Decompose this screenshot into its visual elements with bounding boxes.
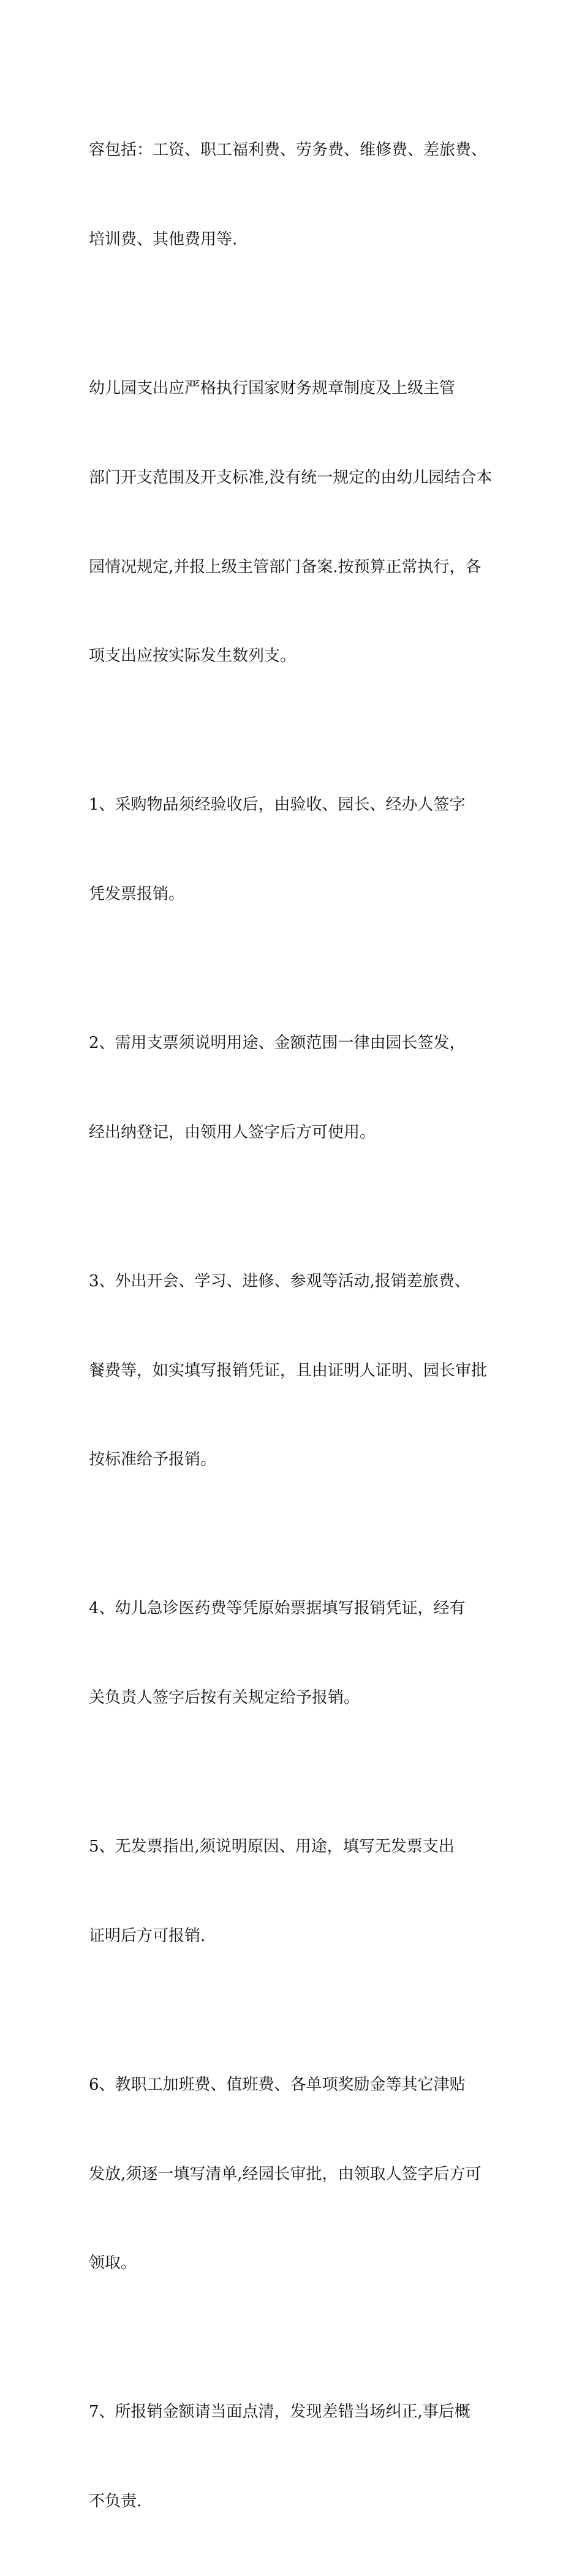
text-line: 领取。 [89, 2254, 137, 2273]
text-line: 5、无发票指出,须说明原因、用途，填写无发票支出 [89, 1837, 455, 1856]
text-line: 1、采购物品须经验收后，由验收、园长、经办人签字 [89, 796, 466, 815]
text-line: 2、需用支票须说明用途、金额范围一律由园长签发， [89, 1034, 466, 1052]
text-line: 按标准给予报销。 [89, 1450, 217, 1469]
text-line: 7、所报销金额请当面点清，发现差错当场纠正,事后概 [89, 2403, 471, 2422]
paragraph-expense-contents [89, 76, 496, 314]
paragraph-expenditure-rules [89, 314, 496, 731]
paragraph-item-7 [89, 2338, 496, 2576]
text-line: 证明后方可报销. [89, 1926, 206, 1945]
text-line: 餐费等，如实填写报销凭证，且由证明人证明、园长审批 [89, 1361, 488, 1380]
text-line: 6、教职工加班费、值班费、各单项奖励金等其它津贴 [89, 2075, 466, 2094]
text-line: 部门开支范围及开支标准,没有统一规定的由幼儿园结合本 [89, 468, 493, 487]
text-line: 经出纳登记，由领用人签字后方可使用。 [89, 1123, 376, 1142]
text-line: 项支出应按实际发生数列支。 [89, 647, 297, 666]
text-line: 不负责. [89, 2492, 142, 2511]
paragraph-item-1 [89, 731, 496, 969]
text-line: 培训费、其他费用等. [89, 230, 238, 249]
text-line: 园情况规定,并报上级主管部门备案.按预算正常执行，各 [89, 557, 482, 576]
text-line: 凭发票报销。 [89, 885, 185, 904]
paragraph-item-2 [89, 969, 496, 1207]
text-line: 容包括：工资、职工福利费、劳务费、维修费、差旅费、 [89, 141, 488, 160]
text-line: 幼儿园支出应严格执行国家财务规章制度及上级主管 [89, 378, 456, 397]
paragraph-item-5 [89, 1772, 496, 2011]
text-line: 关负责人签字后按有关规定给予报销。 [89, 1689, 360, 1708]
paragraph-item-4 [89, 1534, 496, 1772]
text-line: 发放,须逐一填写清单,经园长审批，由领取人签字后方可 [89, 2164, 482, 2183]
document-body [89, 76, 496, 2576]
paragraph-item-6 [89, 2011, 496, 2338]
text-line: 3、外出开会、学习、进修、参观等活动,报销差旅费、 [89, 1271, 471, 1290]
paragraph-item-3 [89, 1207, 496, 1535]
text-line: 4、幼儿急诊医药费等凭原始票据填写报销凭证，经有 [89, 1599, 466, 1618]
